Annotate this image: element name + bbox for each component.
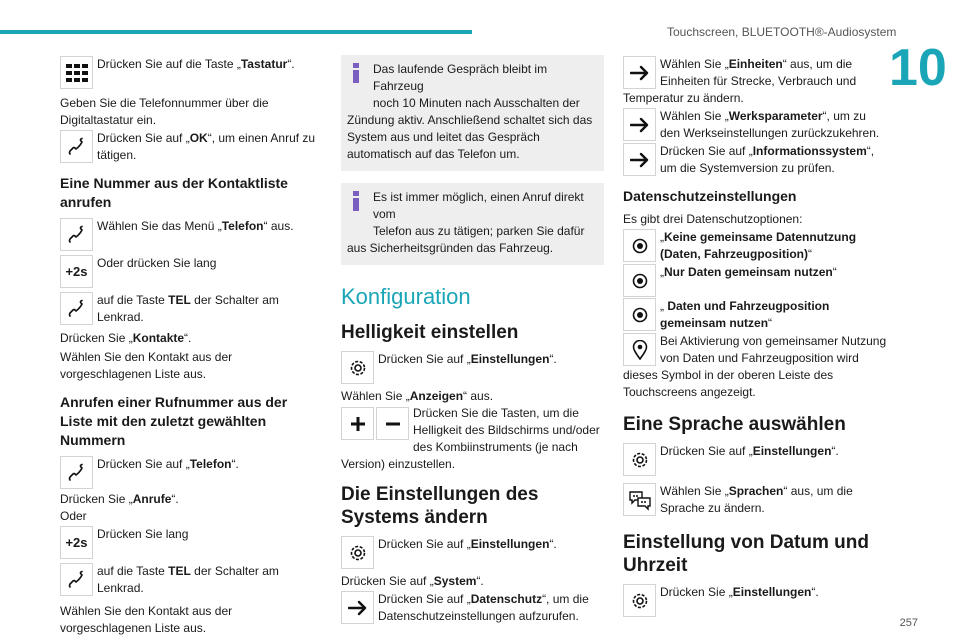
column-2: [341, 55, 604, 625]
privacy-option: „ Daten und Fahrzeugposition gemeinsam nutzen“: [623, 297, 888, 332]
arrow-right-icon: [623, 108, 656, 141]
step-ok: Drücken Sie auf „OK“, um einen Anruf zu tätigen.: [60, 129, 320, 164]
note-text: Das laufende Gespräch bleibt im Fahrzeug: [373, 62, 548, 93]
paragraph: Drücken Sie auf „System“.: [341, 574, 484, 588]
step-units: Wählen Sie „Einheiten“ aus, um die Einheiten für Strecke, Verbrauch und Temperatur zu ändern.: [623, 57, 857, 105]
handset-icon: [60, 130, 93, 163]
note-text: noch 10 Minuten nach Ausschalten der Zündung aktiv. Anschließend schaltet sich das System aus und leitet das Gespräch automatisch auf das Telefon um.: [347, 96, 593, 161]
step-telefon: Drücken Sie auf „Telefon“.: [60, 455, 320, 489]
note-text: Bei Aktivierung von gemeinsamer Nutzung von Daten und Fahrzeugposition wird dieses Symbol in der oberen Leiste des Touchscreens angezeigt.: [623, 334, 887, 399]
location-pin-icon: [623, 333, 656, 366]
info-note: [341, 183, 604, 265]
paragraph: Drücken Sie „Anrufe“.: [60, 492, 179, 506]
note-text: Es ist immer möglich, einen Anruf direkt vom: [373, 190, 584, 221]
paragraph: Geben Sie die Telefonnummer über die Digitaltastatur ein.: [60, 96, 269, 127]
step-tel-key: auf die Taste TEL der Schalter am Lenkrad.: [60, 562, 320, 597]
paragraph: Es gibt drei Datenschutzoptionen:: [623, 212, 803, 226]
section-heading-brightness: Helligkeit einstellen: [341, 322, 519, 343]
handset-icon: [60, 563, 93, 596]
section-heading-recent-calls: Anrufen einer Rufnummer aus der Liste mit den zuletzt gewählten Nummern: [60, 394, 288, 448]
step-languages: Wählen Sie „Sprachen“ aus, um die Sprache zu ändern.: [623, 482, 888, 517]
column-3: [623, 55, 888, 617]
settings-gear-icon: [341, 351, 374, 384]
step-info-system: Drücken Sie auf „Informationssystem“, um die Systemversion zu prüfen.: [623, 142, 888, 177]
section-heading-system-settings: Die Einstellungen des Systems ändern: [341, 484, 539, 528]
privacy-option: „Nur Daten gemeinsam nutzen“: [623, 263, 888, 297]
paragraph: Oder: [60, 509, 87, 523]
step-factory: Wählen Sie „Werksparameter“, um zu den Werkseinstellungen zurückzukehren.: [623, 107, 888, 142]
section-heading-language: Eine Sprache auswählen: [623, 414, 846, 435]
paragraph: Wählen Sie den Kontakt aus der vorgeschlagenen Liste aus.: [60, 350, 233, 381]
paragraph: Wählen Sie den Kontakt aus der vorgeschlagenen Liste aus.: [60, 604, 233, 635]
arrow-right-icon: [623, 143, 656, 176]
location-note: [623, 332, 888, 401]
radio-button-icon: [623, 229, 656, 262]
privacy-option: „Keine gemeinsame Datennutzung (Daten, Fahrzeugposition)“: [623, 228, 888, 263]
step-privacy: Drücken Sie auf „Datenschutz“, um die Datenschutzeinstellungen aufzurufen.: [341, 590, 604, 625]
handset-icon: [60, 456, 93, 489]
section-heading-date-time: Einstellung von Datum und Uhrzeit: [623, 532, 869, 576]
handset-icon: [60, 218, 93, 251]
settings-gear-icon: [341, 536, 374, 569]
arrow-right-icon: [623, 56, 656, 89]
step-telefon-menu: Wählen Sie das Menü „Telefon“ aus.: [60, 217, 320, 251]
hold-2s-icon: +2s: [60, 526, 93, 559]
minus-icon: [376, 407, 409, 440]
step-settings: Drücken Sie „Einstellungen“.: [623, 583, 888, 617]
note-text: Telefon aus zu tätigen; parken Sie dafür aus Sicherheitsgründen das Fahrzeug.: [347, 224, 585, 255]
paragraph: Drücken Sie „Kontakte“.: [60, 331, 192, 345]
paragraph: Wählen Sie „Anzeigen“ aus.: [341, 389, 494, 403]
hold-2s-icon: +2s: [60, 255, 93, 288]
language-speech-icon: [623, 483, 656, 516]
radio-button-icon: [623, 264, 656, 297]
page-number: 257: [899, 617, 918, 629]
handset-icon: [60, 292, 93, 325]
header-title: Touchscreen, BLUETOOTH®-Audiosystem: [667, 25, 897, 39]
settings-gear-icon: [623, 584, 656, 617]
step-tel-key: auf die Taste TEL der Schalter am Lenkrad.: [60, 291, 320, 326]
step-text: Drücken Sie die Tasten, um die Helligkeit des Bildschirms und/oder des Kombiinstruments (je nach Version) einzustellen.: [341, 406, 600, 471]
info-icon: [347, 62, 367, 84]
chapter-heading-configuration: Konfiguration: [341, 284, 471, 309]
radio-button-icon: [623, 298, 656, 331]
step-settings: Drücken Sie auf „Einstellungen“.: [341, 350, 604, 384]
info-note: [341, 55, 604, 171]
step-brightness: [341, 405, 604, 473]
step-long-press: +2s Oder drücken Sie lang: [60, 254, 320, 288]
keypad-icon: [60, 56, 93, 89]
arrow-right-icon: [341, 591, 374, 624]
step-settings: Drücken Sie auf „Einstellungen“.: [623, 442, 888, 476]
step-settings: Drücken Sie auf „Einstellungen“.: [341, 535, 604, 569]
chapter-number: 10: [889, 39, 947, 97]
section-heading-contacts: Eine Nummer aus der Kontaktliste anrufen: [60, 175, 288, 210]
section-heading-privacy: Datenschutzeinstellungen: [623, 188, 797, 204]
column-1: [60, 55, 320, 637]
header-accent-bar: [0, 30, 472, 34]
settings-gear-icon: [623, 443, 656, 476]
info-icon: [347, 190, 367, 212]
plus-icon: [341, 407, 374, 440]
step-keypad: Drücken Sie auf die Taste „Tastatur“.: [60, 55, 320, 89]
step-long-press: +2s Drücken Sie lang: [60, 525, 320, 559]
